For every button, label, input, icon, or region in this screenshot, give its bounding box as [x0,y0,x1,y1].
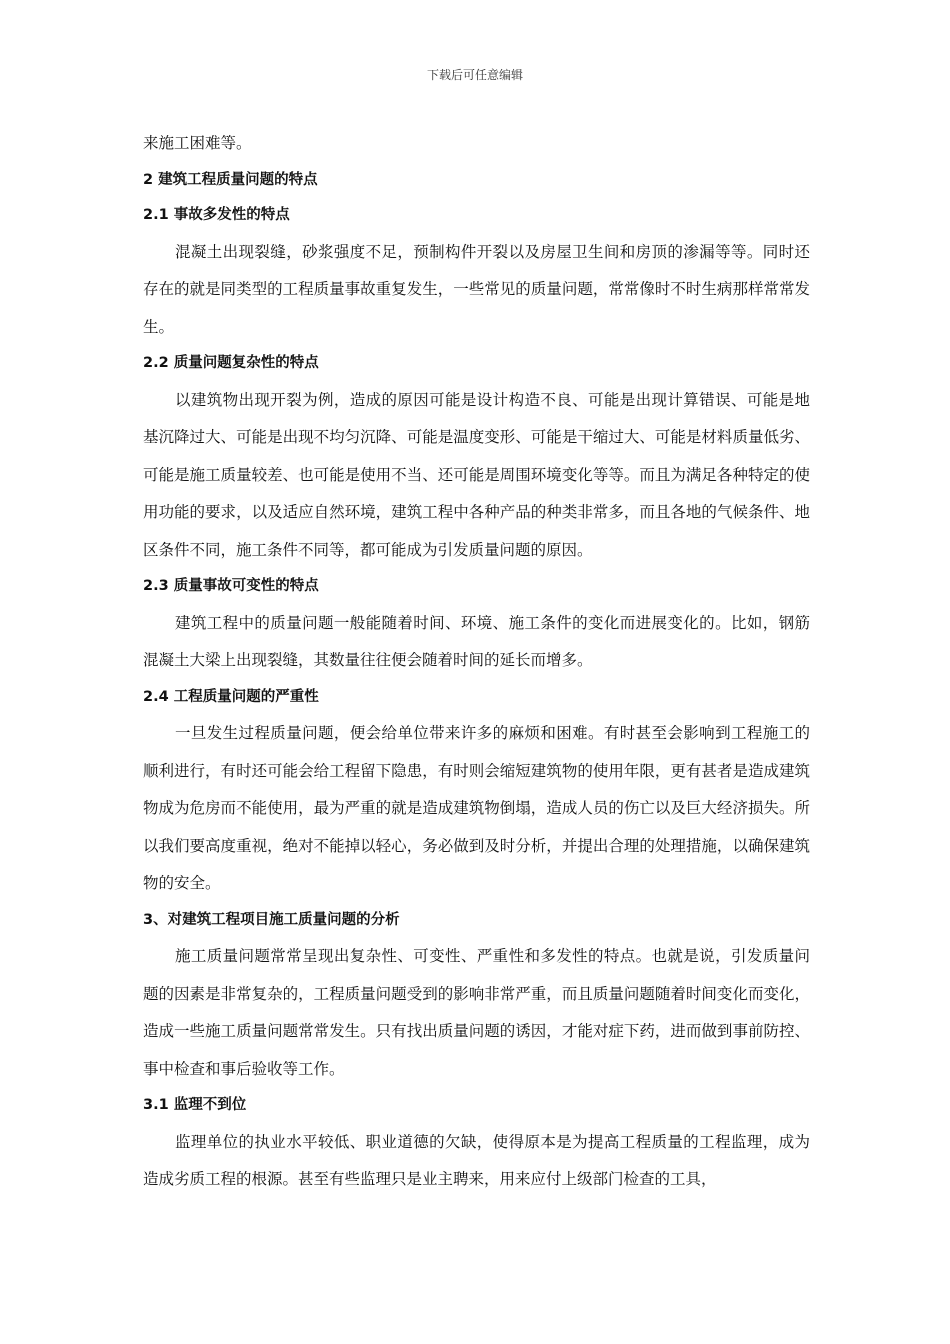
subsection-heading: 2.3 质量事故可变性的特点 [143,578,319,594]
paragraph: 以建筑物出现开裂为例，造成的原因可能是设计构造不良、可能是出现计算错误、可能是地基沉降过大、可能是出现不均匀沉降、可能是温度变形、可能是干缩过大、可能是材料质量低劣、可能是施工质量较差、也可能是使用不当、还可能是周围环境变化等等。而且为满足各种特定的使用功能的要求，以及适应自然环境，建筑工程中各种产品的种类非常多，而且各地的气候条件、地区条件不同，施工条件不同等，都可能成为引发质量问题的原因。 [143,390,810,559]
paragraph: 一旦发生过程质量问题，便会给单位带来许多的麻烦和困难。有时甚至会影响到工程施工的顺利进行，有时还可能会给工程留下隐患，有时则会缩短建筑物的使用年限，更有甚者是造成建筑物成为危房而不能使用，最为严重的就是造成建筑物倒塌，造成人员的伤亡以及巨大经济损失。所以我们要高度重视，绝对不能掉以轻心，务必做到及时分析，并提出合理的处理措施，以确保建筑物的安全。 [143,724,810,892]
section-heading: 3、对建筑工程项目施工质量问题的分析 [143,911,400,928]
paragraph: 监理单位的执业水平较低、职业道德的欠缺，使得原本是为提高工程质量的工程监理，成为造成劣质工程的根源。甚至有些监理只是业主聘来，用来应付上级部门检查的工具， [143,1132,810,1188]
subsection-heading: 2.4 工程质量问题的严重性 [143,688,319,705]
subsection-heading: 3.1 监理不到位 [143,1097,247,1113]
section-heading: 2 建筑工程质量问题的特点 [143,171,318,188]
paragraph: 建筑工程中的质量问题一般能随着时间、环境、施工条件的变化而进展变化的。比如，钢筋混凝土大梁上出现裂缝，其数量往往便会随着时间的延长而增多。 [143,613,810,669]
document-body [143,125,810,1199]
paragraph: 来施工困难等。 [143,134,252,152]
subsection-heading: 2.2 质量问题复杂性的特点 [143,355,319,371]
paragraph: 混凝土出现裂缝，砂浆强度不足，预制构件开裂以及房屋卫生间和房顶的渗漏等等。同时还存在的就是同类型的工程质量事故重复发生，一些常见的质量问题，常常像时不时生病那样常常发生。 [143,242,810,336]
paragraph: 施工质量问题常常呈现出复杂性、可变性、严重性和多发性的特点。也就是说，引发质量问题的因素是非常复杂的，工程质量问题受到的影响非常严重，而且质量问题随着时间变化而变化，造成一些施工质量问题常常发生。只有找出质量问题的诱因，才能对症下药，进而做到事前防控、事中检查和事后验收等工作。 [143,947,810,1078]
page-header: 下载后可任意编辑 [426,68,523,82]
subsection-heading: 2.1 事故多发性的特点 [143,207,290,223]
